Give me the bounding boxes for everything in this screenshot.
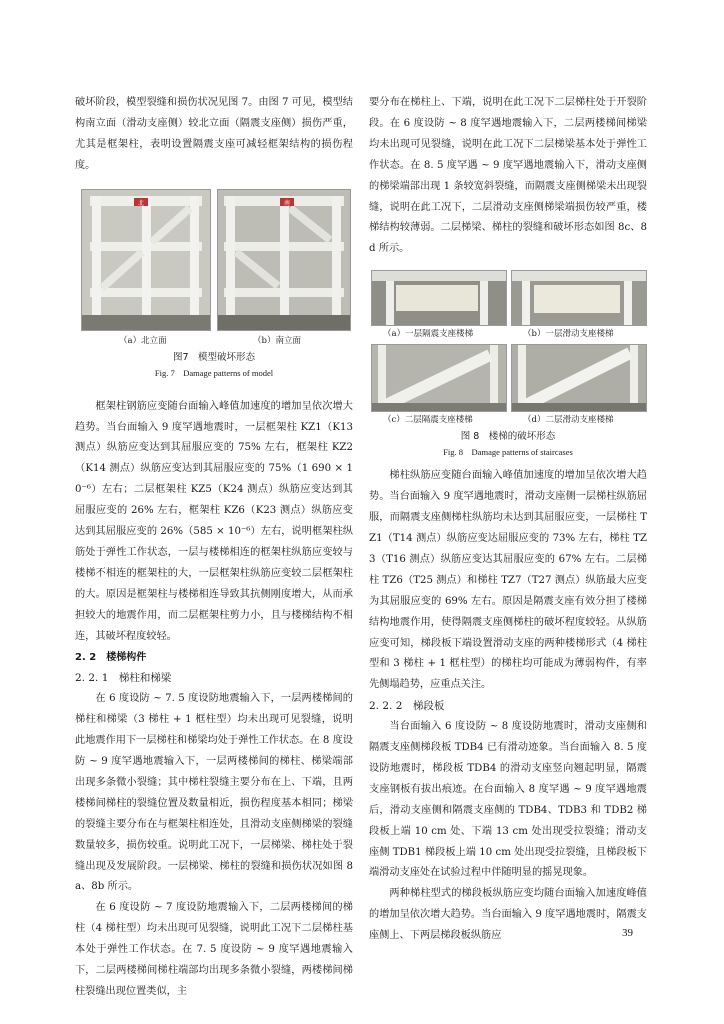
right-column: [369, 93, 647, 947]
paragraph: 破坏阶段，模型裂缝和损伤状况见图 7。由图 7 可见，模型结构南立面（滑动支座侧）较北立面（隔震支座侧）损伤严重，尤其是框架柱，表明设置隔震支座可减轻框架结构的损伤程度。: [75, 97, 353, 171]
left-bottom-paragraphs: [75, 689, 353, 1003]
paragraph: 在 6 度设防 ~ 7. 5 度设防地震输入下，一层两楼梯间的梯柱和梯梁（3 梯柱 + 1 框柱型）均未出现可见裂缝，说明此地震作用下一层梯柱和梯梁均处于弹性工作状态。在 8 度设防 ~ 9 度罕遇地震输入下，一层两楼梯间的梯柱、梯梁端部出现多条微小裂缝；其中梯柱裂缝主要分布在上、下端，且两楼梯间梯柱的裂缝位置及数量相近，损伤程度基本相同；梯梁的裂缝主要分布在与框架柱相连处，且滑动支座侧梯梁的裂缝数量较多，损伤较重。说明此工况下，一层梯梁、梯柱处于裂缝出现及发展阶段。一层梯梁、梯柱的裂缝和损伤状况如图 8a、8b 所示。: [75, 693, 353, 893]
staircase-a-illustration: [372, 271, 506, 325]
paragraph: 要分布在梯柱上、下端，说明在此工况下二层梯柱处于开裂阶段。在 6 度设防 ~ 8 度罕遇地震输入下，二层两楼梯间梯梁均未出现可见裂缝，说明在此工况下二层梯梁基本处于弹性工作状态。在 8. 5 度罕遇 ~ 9 度罕遇地震输入下，滑动支座侧的梯梁端部出现 1 条较宽斜裂缝，而隔震支座侧梯梁未出现裂缝，说明在此工况下，二层滑动支座侧梯梁端损伤较严重，楼梯结构较薄弱。二层梯梁、梯柱的裂缝和破坏形态如图 8c、8d 所示。: [369, 97, 647, 255]
section-heading-2-2-1: 2. 2. 1 梯柱和梯梁: [75, 672, 172, 685]
figure-7-sublabel-b: （b）南立面: [253, 335, 301, 346]
right-mid-paragraphs: [369, 466, 647, 696]
photo-north-elevation: [81, 189, 211, 331]
figure-8-sublabel-d: （d）二层滑动支座楼梯: [523, 415, 614, 426]
left-mid-paragraphs: [75, 397, 353, 648]
photo-staircase-d: [511, 344, 647, 412]
figure-8-sublabel-a: （a）一层隔震支座楼梯: [383, 329, 474, 340]
figure-8-sublabel-c: （c）二层隔震支座楼梯: [383, 415, 473, 426]
figure-7-sublabel-a: （a）北立面: [119, 335, 167, 346]
figure-8-caption-en: Fig. 8 Damage patterns of staircases: [443, 447, 573, 458]
left-column: [75, 93, 353, 1003]
staircase-b-illustration: [512, 271, 646, 325]
paragraph: 梯柱纵筋应变随台面输入峰值加速度的增加呈依次增大趋势。当台面输入 9 度罕遇地震时，滑动支座侧一层梯柱纵筋屈服，而隔震支座侧梯柱纵筋均未达到其屈服应变，一层梯柱 TZ1（T14 测点）纵筋应变达屈服应变的 73% 左右，梯柱 TZ3（T16 测点）纵筋应变达其屈服应变的 67% 左右。二层梯柱 TZ6（T25 测点）和梯柱 TZ7（T27 测点）纵筋最大应变为其屈服应变的 69% 左右。原因是隔震支座有效分担了楼梯结构地震作用，使得隔震支座侧梯柱的破坏程度较轻。从纵筋应变可知，梯段板下端设置滑动支座的两种楼梯形式（4 梯柱型和 3 梯柱 + 1 框柱型）的梯柱均可能成为薄弱构件，有率先侧塌趋势，应重点关注。: [369, 470, 647, 691]
figure-7: [75, 189, 353, 397]
figure-8-caption: 图 8 楼梯的破坏形态: [460, 431, 556, 443]
staircase-d-illustration: [512, 345, 646, 411]
figure-7-caption: 图7 模型破坏形态: [172, 351, 256, 363]
section-heading-2-2: 2. 2 楼梯构件: [75, 651, 147, 663]
figure-7-caption-en: Fig. 7 Damage patterns of model: [154, 367, 274, 378]
photo-tag: 南: [283, 199, 291, 207]
model-north-illustration: [82, 190, 210, 330]
paragraph: 两种梯柱型式的梯段板纵筋应变均随台面输入加速度峰值的增加呈依次增大趋势。当台面输入 9 度罕遇地震时，隔震支座侧上、下两层梯段板纵筋应: [369, 888, 647, 942]
paragraph: 框架柱钢筋应变随台面输入峰值加速度的增加呈依次增大趋势。当台面输入 9 度罕遇地震时，一层框架柱 KZ1（K13 测点）纵筋应变达到其屈服应变的 75% 左右，框架柱 KZ2（K14 测点）纵筋应变达到其屈服应变的 75%（1 690 × 10⁻⁶）左右；二层框架柱 KZ5（K24 测点）纵筋应变达到其屈服应变的 26% 左右，框架柱 KZ6（K23 测点）纵筋应变达到其屈服应变的 26%（585 × 10⁻⁶）左右，说明框架柱纵筋处于弹性工作状态，一层与楼梯相连的框架柱纵筋应变较与楼梯不相连的框架柱的大，一层框架柱纵筋应变较二层框架柱的大。原因是框架柱与楼梯相连导致其抗侧刚度增大，从而承担较大的地震作用，而二层框架柱剪力小，且与楼梯结构不相连，其破坏程度较轻。: [75, 400, 353, 642]
paragraph: 当台面输入 6 度设防 ~ 8 度设防地震时，滑动支座侧和隔震支座侧梯段板 TDB4 已有滑动迹象。当台面输入 8. 5 度设防地震时，梯段板 TDB4 的滑动支座竖向翘起明显，隔震支座钢板有拔出痕迹。在台面输入 8 度罕遇 ~ 9 度罕遇地震后，滑动支座侧和隔震支座侧的 TDB4、TDB3 和 TDB2 梯段板上端 10 cm 处、下端 13 cm 处出现受拉裂缝；滑动支座侧 TDB1 梯段板上端 10 cm 处出现受拉裂缝，且梯段板下端滑动支座处在试验过程中伴随明显的摇晃现象。: [369, 721, 647, 879]
staircase-c-illustration: [372, 345, 506, 411]
left-top-paragraphs: [75, 93, 353, 177]
photo-south-elevation: [217, 189, 351, 331]
figure-8: [369, 270, 647, 466]
figure-8-sublabel-b: （b）一层滑动支座楼梯: [523, 329, 614, 340]
photo-staircase-c: [371, 344, 507, 412]
page-number: 39: [622, 927, 633, 939]
photo-tag: 北: [137, 199, 145, 207]
right-top-paragraphs: [369, 93, 647, 260]
section-heading-2-2-2: 2. 2. 2 梯段板: [369, 700, 445, 713]
photo-staircase-b: [511, 270, 647, 326]
model-south-illustration: [218, 190, 350, 330]
right-bottom-paragraphs: [369, 717, 647, 947]
paragraph: 在 6 度设防 ~ 7 度设防地震输入下，二层两楼梯间的梯柱（4 梯柱型）均未出现可见裂缝，说明此工况下二层梯柱基本处于弹性工作状态。在 7. 5 度设防 ~ 9 度罕遇地震输入下，二层两楼梯间梯柱端部均出现多条微小裂缝，两楼梯间梯柱裂缝出现位置类似，主: [75, 902, 353, 997]
photo-staircase-a: [371, 270, 507, 326]
